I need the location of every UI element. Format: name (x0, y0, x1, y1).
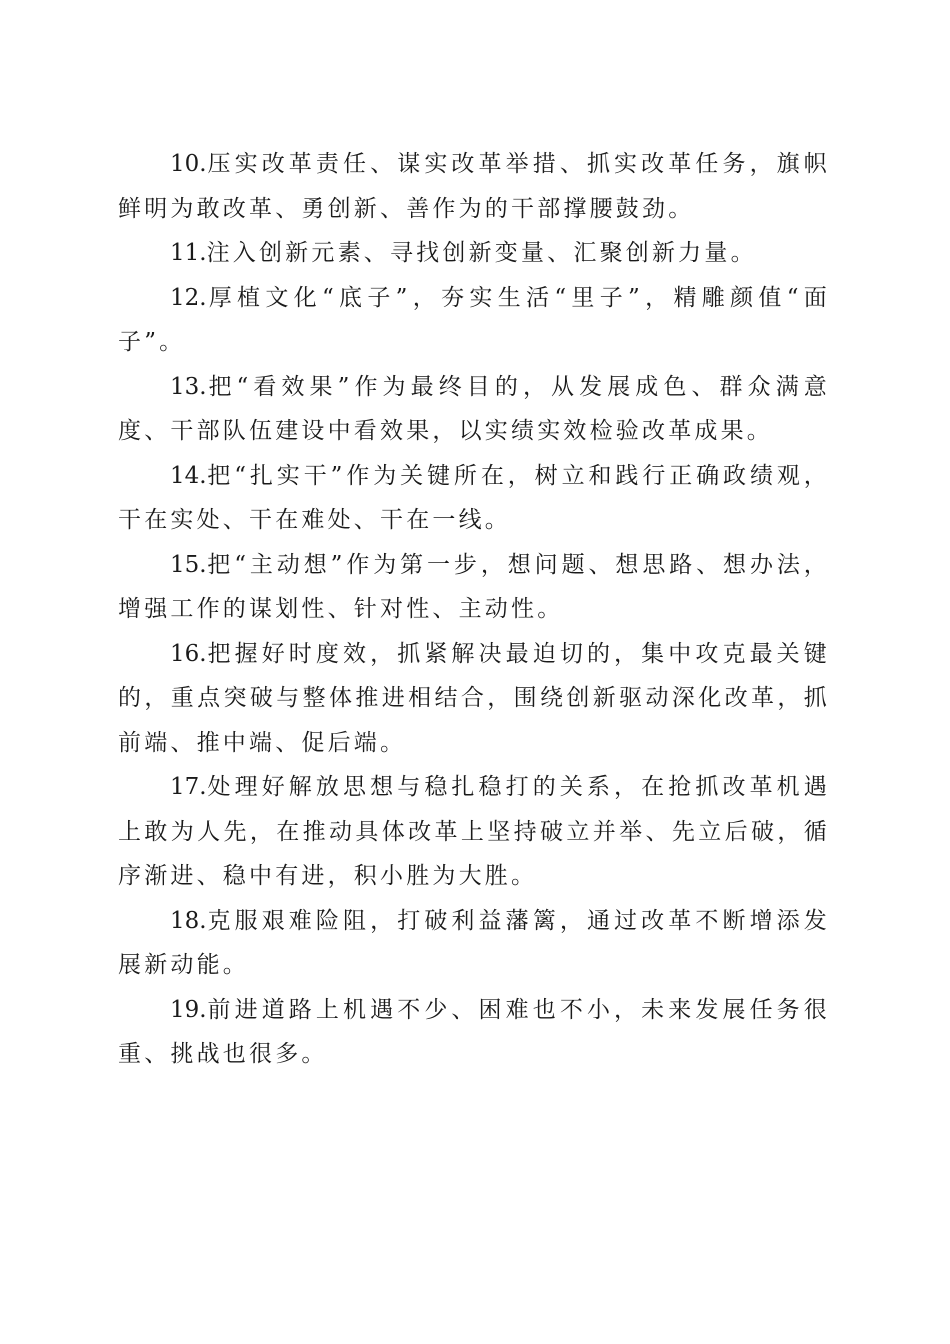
paragraph-text: 克服艰难险阻，打破利益藩篱，通过改革不断增添发展新动能。 (118, 907, 830, 978)
paragraph-number: 17. (170, 774, 207, 800)
paragraph-15 (118, 543, 830, 632)
paragraph-11 (118, 231, 830, 276)
paragraph-text: 把“扎实干”作为关键所在，树立和践行正确政绩观，干在实处、干在难处、干在一线。 (118, 462, 830, 533)
paragraph-text: 把“看效果”作为最终目的，从发展成色、群众满意度、干部队伍建设中看效果，以实绩实效检验改革成果。 (118, 373, 830, 444)
paragraph-17 (118, 765, 830, 899)
document-body (118, 142, 830, 1077)
paragraph-number: 19. (170, 996, 207, 1023)
paragraph-text: 注入创新元素、寻找创新变量、汇聚创新力量。 (206, 240, 757, 266)
paragraph-number: 15. (170, 551, 207, 578)
paragraph-number: 16. (170, 640, 207, 667)
paragraph-19 (118, 988, 830, 1077)
paragraph-10 (118, 142, 830, 231)
paragraph-number: 10. (170, 151, 207, 177)
paragraph-12 (118, 276, 830, 365)
paragraph-text: 把握好时度效，抓紧解决最迫切的，集中攻克最关键的，重点突破与整体推进相结合，围绕创新驱动深化改革，抓前端、推中端、促后端。 (118, 640, 830, 756)
paragraph-text: 处理好解放思想与稳扎稳打的关系，在抢抓改革机遇上敢为人先，在推动具体改革上坚持破立并举、先立后破，循序渐进、稳中有进，积小胜为大胜。 (118, 774, 830, 889)
paragraph-18 (118, 899, 830, 988)
paragraph-text: 把“主动想”作为第一步，想问题、想思路、想办法，增强工作的谋划性、针对性、主动性。 (118, 551, 830, 622)
paragraph-14 (118, 454, 830, 543)
paragraph-text: 前进道路上机遇不少、困难也不小，未来发展任务很重、挑战也很多。 (118, 996, 830, 1067)
paragraph-number: 12. (170, 284, 207, 311)
paragraph-number: 18. (170, 907, 207, 934)
paragraph-number: 13. (170, 373, 207, 400)
paragraph-13 (118, 365, 830, 454)
paragraph-16 (118, 632, 830, 766)
paragraph-text: 压实改革责任、谋实改革举措、抓实改革任务，旗帜鲜明为敢改革、勇创新、善作为的干部撑腰鼓劲。 (118, 151, 830, 222)
paragraph-number: 14. (170, 462, 207, 489)
paragraph-number: 11. (170, 240, 207, 266)
paragraph-text: 厚植文化“底子”，夯实生活“里子”，精雕颜值“面子”。 (118, 284, 830, 355)
